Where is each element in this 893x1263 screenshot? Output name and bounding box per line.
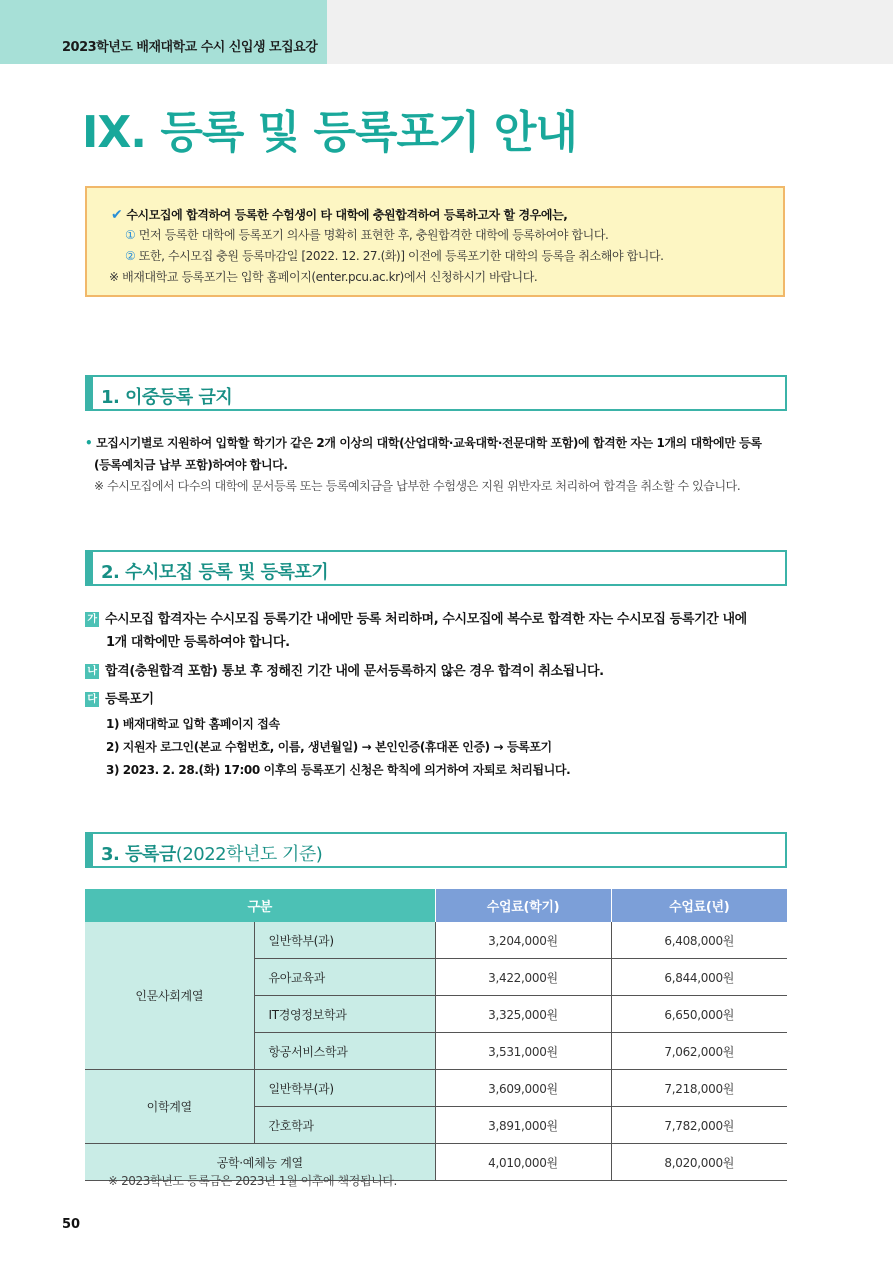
group-eng-arts: 공학·예체능 계열 bbox=[85, 1144, 435, 1181]
table-row bbox=[85, 1070, 787, 1107]
step-1: 1) 배재대학교 입학 홈페이지 접속 bbox=[106, 717, 280, 731]
header-category: 구분 bbox=[85, 889, 435, 922]
section-2-item-na bbox=[85, 660, 604, 679]
year-fee-cell: 7,062,000원 bbox=[611, 1033, 787, 1070]
dept-cell: 유아교육과 bbox=[254, 959, 435, 996]
year-fee-cell: 8,020,000원 bbox=[611, 1144, 787, 1181]
dept-cell: IT경영정보학과 bbox=[254, 996, 435, 1033]
notice-item-1 bbox=[125, 226, 608, 243]
bullet-dot-icon: • bbox=[85, 436, 93, 450]
table-row bbox=[85, 922, 787, 959]
notice-item-1-text: 먼저 등록한 대학에 등록포기 의사를 명확히 표현한 후, 충원합격한 대학에 등록하여야 합니다. bbox=[138, 228, 609, 242]
notice-item-2 bbox=[125, 247, 664, 264]
section-2-header bbox=[85, 550, 787, 586]
semester-fee-cell: 3,325,000원 bbox=[435, 996, 611, 1033]
section-3-title-light: (2022학년도 기준) bbox=[175, 844, 323, 865]
checkmark-icon: ✔ bbox=[111, 207, 123, 223]
page-number: 50 bbox=[62, 1217, 81, 1232]
section-2-item-da bbox=[85, 688, 154, 707]
circled-number-2: ② bbox=[125, 249, 136, 263]
notice-item-2-text: 또한, 수시모집 충원 등록마감일 [2022. 12. 27.(화)] 이전에 등록포기한 대학의 등록을 취소해야 합니다. bbox=[138, 249, 664, 263]
semester-fee-cell: 3,891,000원 bbox=[435, 1107, 611, 1144]
section-3-header bbox=[85, 832, 787, 868]
section-2-title: 2. 수시모집 등록 및 등록포기 bbox=[101, 562, 329, 583]
section-1-bullet bbox=[85, 434, 762, 451]
group-humanities: 인문사회계열 bbox=[85, 922, 254, 1070]
section-1-note: ※ 수시모집에서 다수의 대학에 문서등록 또는 등록예치금을 납부한 수험생은 지원 위반자로 처리하여 합격을 취소할 수 있습니다. bbox=[94, 479, 741, 493]
section-3-title bbox=[101, 840, 322, 866]
semester-fee-cell: 3,609,000원 bbox=[435, 1070, 611, 1107]
header-band-right bbox=[327, 0, 893, 64]
tuition-table bbox=[85, 889, 787, 1181]
section-3-note: ※ 2023학년도 등록금은 2023년 1월 이후에 책정됩니다. bbox=[108, 1174, 397, 1188]
section-1-header bbox=[85, 375, 787, 411]
dept-cell: 간호학과 bbox=[254, 1107, 435, 1144]
section-2-item-na-text: 합격(충원합격 포함) 통보 후 정해진 기간 내에 문서등록하지 않은 경우 합격이 취소됩니다. bbox=[105, 664, 604, 679]
year-fee-cell: 7,782,000원 bbox=[611, 1107, 787, 1144]
header-semester: 수업료(학기) bbox=[435, 889, 611, 922]
section-1-bullet-line-1: 모집시기별로 지원하여 입학할 학기가 같은 2개 이상의 대학(산업대학·교육대학·전문대학 포함)에 합격한 자는 1개의 대학에만 등록 bbox=[96, 436, 762, 450]
section-3-title-bold: 3. 등록금 bbox=[101, 844, 176, 865]
step-2: 2) 지원자 로그인(본교 수험번호, 이름, 생년월일) → 본인인증(휴대폰 인증) → 등록포기 bbox=[106, 740, 552, 754]
semester-fee-cell: 3,531,000원 bbox=[435, 1033, 611, 1070]
year-fee-cell: 7,218,000원 bbox=[611, 1070, 787, 1107]
semester-fee-cell: 3,204,000원 bbox=[435, 922, 611, 959]
section-1-title: 1. 이중등록 금지 bbox=[101, 387, 233, 408]
marker-na: 나 bbox=[85, 664, 99, 679]
notice-main-text: 수시모집에 합격하여 등록한 수험생이 타 대학에 충원합격하여 등록하고자 할 경우에는, bbox=[126, 208, 568, 222]
dept-cell: 일반학부(과) bbox=[254, 922, 435, 959]
section-1-bullet-line-2: (등록예치금 납부 포함)하여야 합니다. bbox=[94, 458, 288, 472]
marker-da: 다 bbox=[85, 692, 99, 707]
notice-box bbox=[85, 186, 785, 297]
section-2-item-ga bbox=[85, 608, 747, 627]
notice-note: ※ 배재대학교 등록포기는 입학 홈페이지(enter.pcu.ac.kr)에서 신청하시기 바랍니다. bbox=[109, 270, 538, 284]
step-3: 3) 2023. 2. 28.(화) 17:00 이후의 등록포기 신청은 학칙에 의거하여 자퇴로 처리됩니다. bbox=[106, 763, 571, 777]
table-header-row bbox=[85, 889, 787, 922]
notice-main bbox=[111, 206, 567, 223]
year-fee-cell: 6,408,000원 bbox=[611, 922, 787, 959]
section-2-item-da-text: 등록포기 bbox=[105, 692, 154, 707]
header-year: 수업료(년) bbox=[611, 889, 787, 922]
marker-ga: 가 bbox=[85, 612, 99, 627]
page-title: Ⅸ. 등록 및 등록포기 안내 bbox=[82, 107, 577, 158]
dept-cell: 항공서비스학과 bbox=[254, 1033, 435, 1070]
semester-fee-cell: 4,010,000원 bbox=[435, 1144, 611, 1181]
header-text: 2023학년도 배재대학교 수시 신입생 모집요강 bbox=[62, 40, 318, 55]
semester-fee-cell: 3,422,000원 bbox=[435, 959, 611, 996]
section-2-item-ga-line-1: 수시모집 합격자는 수시모집 등록기간 내에만 등록 처리하며, 수시모집에 복수로 합격한 자는 수시모집 등록기간 내에 bbox=[105, 612, 747, 627]
year-fee-cell: 6,844,000원 bbox=[611, 959, 787, 996]
year-fee-cell: 6,650,000원 bbox=[611, 996, 787, 1033]
circled-number-1: ① bbox=[125, 228, 136, 242]
section-2-item-ga-line-2: 1개 대학에만 등록하여야 합니다. bbox=[106, 635, 290, 650]
dept-cell: 일반학부(과) bbox=[254, 1070, 435, 1107]
group-science: 이학계열 bbox=[85, 1070, 254, 1144]
